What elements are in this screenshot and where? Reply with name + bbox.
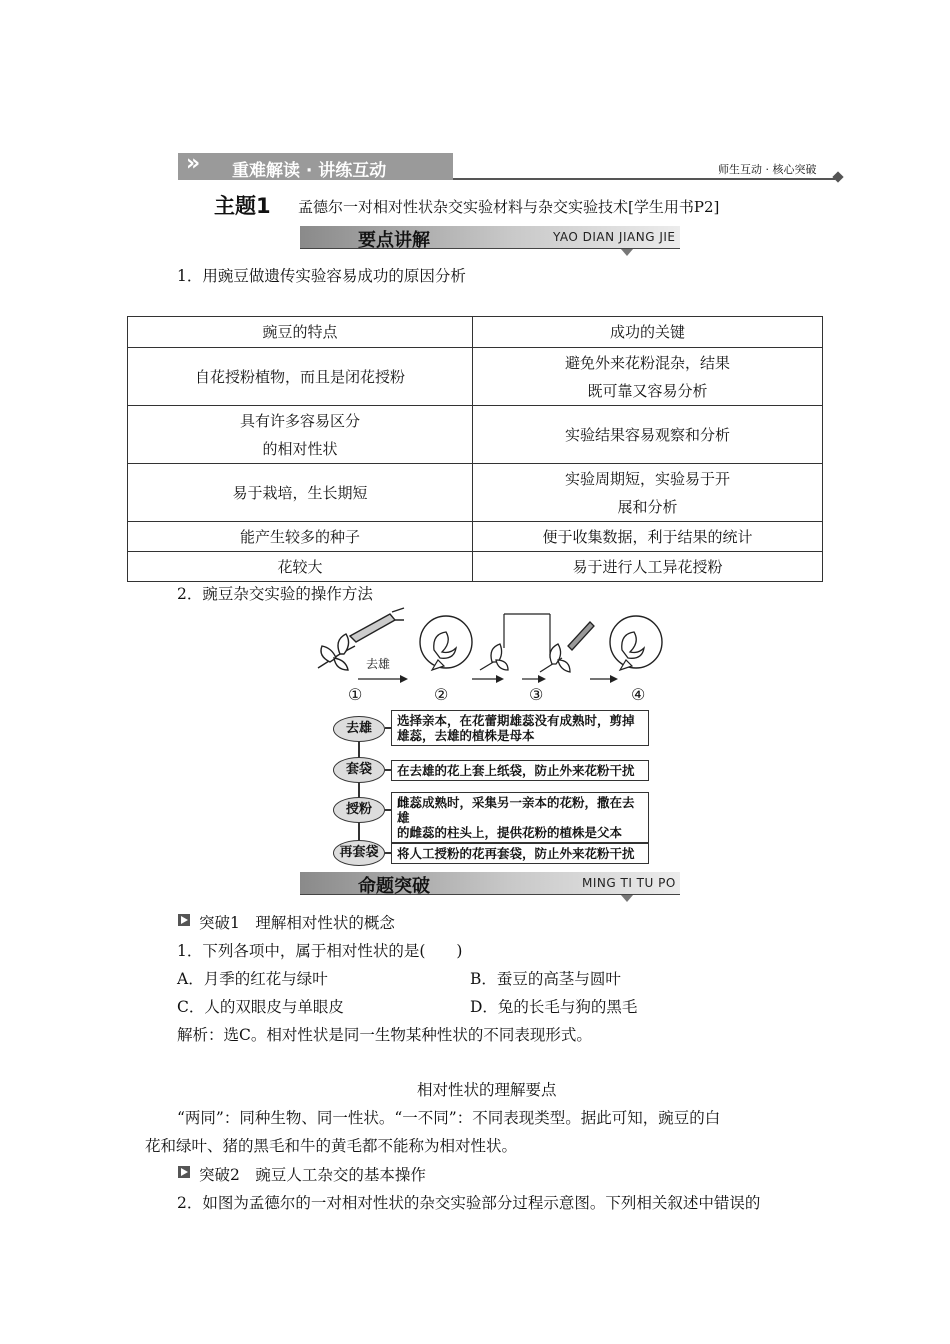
table-cell: 自花授粉植物，而且是闭花授粉: [128, 348, 473, 406]
item-heading: 1．用豌豆做遗传实验容易成功的原因分析: [177, 267, 466, 285]
flow-connector: [358, 740, 360, 846]
section-english: YAO DIAN JIANG JIE: [553, 230, 676, 244]
pea-flower-icon: [540, 622, 594, 672]
play-bullet-icon: [178, 914, 190, 926]
step-description: 雌蕊成熟时，采集另一亲本的花粉，撒在去雄 的雌蕊的柱头上，提供花粉的植株是父本: [391, 792, 649, 843]
question-option: B．蚕豆的高茎与圆叶: [470, 970, 621, 988]
header-rule: [453, 178, 835, 180]
table-cell: 花较大: [128, 552, 473, 582]
pea-flower-bubble-icon: [420, 616, 472, 670]
step-description: 选择亲本，在花蕾期雄蕊没有成熟时，剪掉 雄蕊，去雄的植株是母本: [391, 710, 649, 746]
diamond-icon: [832, 171, 843, 182]
step-number: ③: [529, 685, 544, 704]
item-heading: 2．豌豆杂交实验的操作方法: [177, 585, 373, 603]
table-row: [128, 348, 823, 406]
table-row: [128, 406, 823, 464]
analysis-text: 解析：选C。相对性状是同一生物某种性状的不同表现形式。: [177, 1026, 592, 1044]
brush-icon: [568, 622, 594, 650]
table-row: [128, 552, 823, 582]
step-description: 在去雄的花上套上纸袋，防止外来花粉干扰: [391, 760, 649, 781]
table-cell: 避免外来花粉混杂，结果 既可靠又容易分析: [473, 348, 823, 406]
table-cell: 便于收集数据，利于结果的统计: [473, 522, 823, 552]
breakthrough-heading: 突破2 豌豆人工杂交的基本操作: [199, 1166, 426, 1184]
table-cell: 具有许多容易区分 的相对性状: [128, 406, 473, 464]
question-stem: 1．下列各项中，属于相对性状的是( ): [177, 942, 463, 960]
key-point-title: 相对性状的理解要点: [417, 1081, 557, 1099]
table-cell: 实验周期短，实验易于开 展和分析: [473, 464, 823, 522]
pea-flower-icon: [318, 608, 404, 670]
chevron-icon: ››: [186, 151, 197, 176]
table-cell: 实验结果容易观察和分析: [473, 406, 823, 464]
step-description: 将人工授粉的花再套袋，防止外来花粉干扰: [391, 843, 649, 864]
section-title: 要点讲解: [358, 230, 430, 251]
table-header-cell: 豌豆的特点: [128, 317, 473, 348]
question-stem: 2．如图为孟德尔的一对相对性状的杂交实验部分过程示意图。下列相关叙述中错误的: [177, 1194, 761, 1212]
pea-flower-bubble-icon: [610, 616, 662, 670]
question-option: A．月季的红花与绿叶: [177, 970, 328, 988]
table-cell: 易于进行人工异花授粉: [473, 552, 823, 582]
table-header-cell: 成功的关键: [473, 317, 823, 348]
table-row: [128, 464, 823, 522]
step-number: ①: [348, 685, 363, 704]
step-number: ④: [631, 685, 646, 704]
section-title: 命题突破: [358, 876, 430, 897]
topic-label: 主题1: [214, 194, 271, 218]
step-oval: 授粉: [333, 797, 385, 823]
scissors-icon: [350, 614, 395, 642]
triangle-down-icon: [621, 249, 633, 256]
breakthrough-heading: 突破1 理解相对性状的概念: [199, 914, 395, 932]
question-option: D．兔的长毛与狗的黑毛: [470, 998, 638, 1016]
triangle-down-icon: [621, 895, 633, 902]
header-band-title: 重难解读 · 讲练互动: [232, 161, 387, 181]
section-english: MING TI TU PO: [582, 876, 676, 890]
question-option: C．人的双眼皮与单眼皮: [177, 998, 344, 1016]
topic-title: 孟德尔一对相对性状杂交实验材料与杂交实验技术[学生用书P2]: [298, 198, 720, 216]
step-number: ②: [434, 685, 449, 704]
header-right-label: 师生互动 · 核心突破: [718, 163, 817, 176]
table-cell: 易于栽培，生长期短: [128, 464, 473, 522]
step-oval: 再套袋: [333, 840, 385, 866]
emasculation-arrow-label: 去雄: [366, 657, 391, 671]
step-oval: 套袋: [333, 757, 385, 783]
play-bullet-icon: [178, 1166, 190, 1178]
key-point-line: “两同”：同种生物、同一性状。“一不同”：不同表现类型。据此可知，豌豆的白: [177, 1109, 721, 1127]
key-point-line: 花和绿叶、猪的黑毛和牛的黄毛都不能称为相对性状。: [145, 1137, 518, 1155]
table-cell: 能产生较多的种子: [128, 522, 473, 552]
step-oval: 去雄: [333, 716, 385, 742]
pea-features-table: [127, 316, 823, 582]
table-row: [128, 522, 823, 552]
